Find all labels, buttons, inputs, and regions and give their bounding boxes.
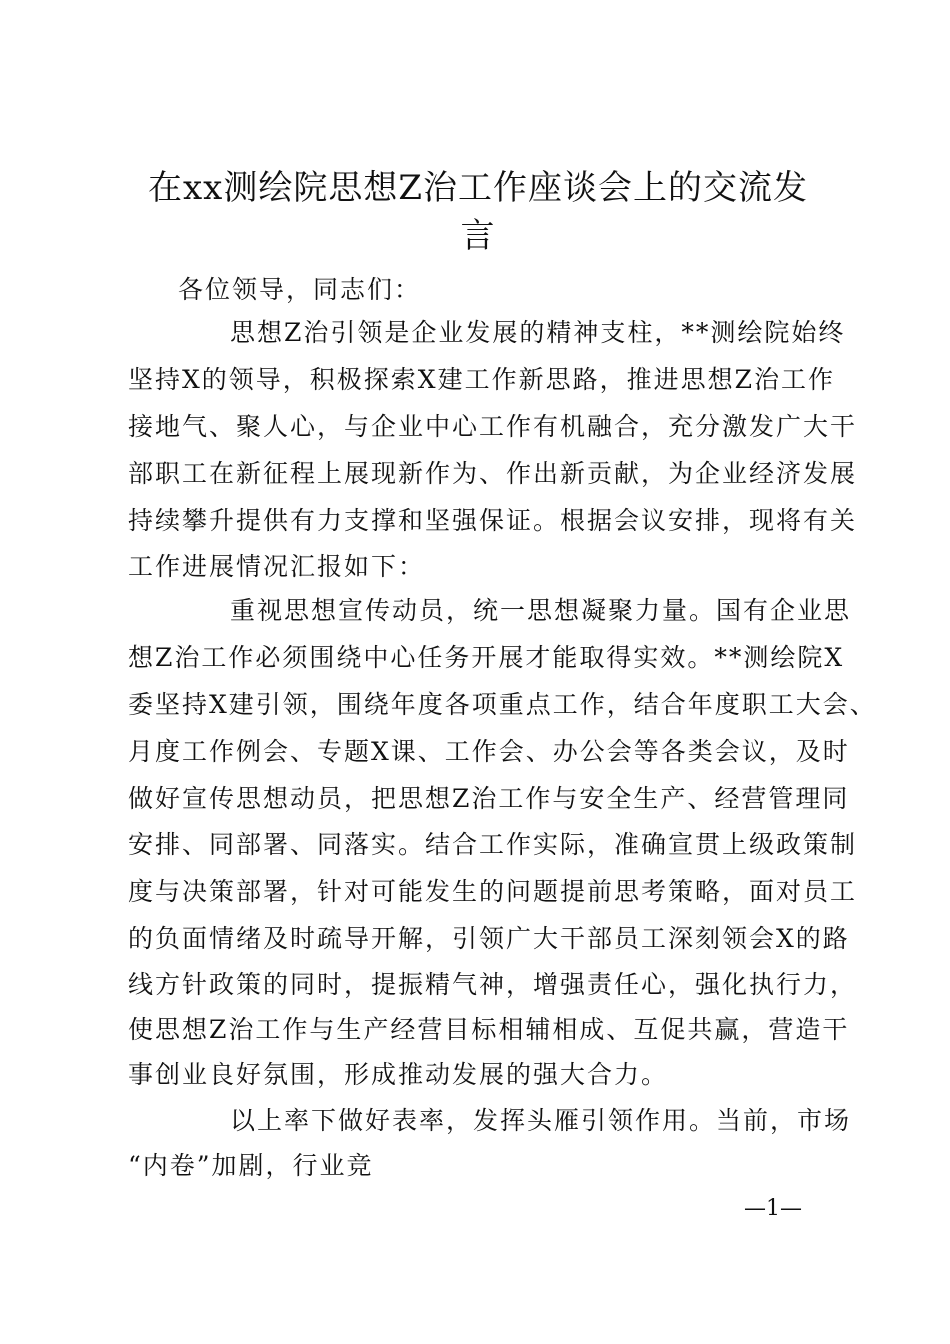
paragraph-1-line: 持续攀升提供有力支撑和坚强保证。根据会议安排，现将有关 xyxy=(128,506,858,535)
paragraph-1-line: 工作进展情况汇报如下： xyxy=(128,552,426,581)
paragraph-2-line: 重视思想宣传动员，统一思想凝聚力量。国有企业思 xyxy=(230,596,852,625)
paragraph-2-line: 做好宣传思想动员，把思想Z治工作与安全生产、经营管理同 xyxy=(128,784,850,813)
title-line-1: 在xx测绘院思想Z治工作座谈会上的交流发 xyxy=(148,168,808,208)
paragraph-2-line: 线方针政策的同时，提振精气神，增强责任心，强化执行力， xyxy=(128,970,858,999)
paragraph-1-line: 接地气、聚人心，与企业中心工作有机融合，充分激发广大干 xyxy=(128,412,858,441)
title-line-2: 言 xyxy=(460,216,496,256)
salutation: 各位领导，同志们： xyxy=(178,275,422,304)
paragraph-3-line: “内卷”加剧，行业竞 xyxy=(128,1151,374,1180)
paragraph-2-line: 使思想Z治工作与生产经营目标相辅相成、互促共赢，营造干 xyxy=(128,1015,850,1044)
paragraph-1-line: 坚持X的领导，积极探索X建工作新思路，推进思想Z治工作 xyxy=(128,365,835,394)
paragraph-3-line: 以上率下做好表率，发挥头雁引领作用。当前，市场 xyxy=(230,1106,852,1135)
document-title xyxy=(128,164,828,260)
paragraph-1-line: 思想Z治引领是企业发展的精神支柱，**测绘院始终 xyxy=(230,318,846,347)
paragraph-2-line: 的负面情绪及时疏导开解，引领广大干部员工深刻领会X的路 xyxy=(128,924,850,953)
paragraph-2-line: 安排、同部署、同落实。结合工作实际，准确宣贯上级政策制 xyxy=(128,830,858,859)
paragraph-2-line: 度与决策部署，针对可能发生的问题提前思考策略，面对员工 xyxy=(128,877,858,906)
paragraph-1-line: 部职工在新征程上展现新作为、作出新贡献，为企业经济发展 xyxy=(128,459,858,488)
paragraph-2-line: 委坚持X建引领，围绕年度各项重点工作，结合年度职工大会、 xyxy=(128,690,877,719)
paragraph-2-line: 想Z治工作必须围绕中心任务开展才能取得实效。**测绘院X xyxy=(128,643,845,672)
page-number: —1— xyxy=(744,1196,802,1221)
paragraph-2-line: 事创业良好氛围，形成推动发展的强大合力。 xyxy=(128,1060,669,1089)
paragraph-2-line: 月度工作例会、专题X课、工作会、办公会等各类会议，及时 xyxy=(128,737,850,766)
